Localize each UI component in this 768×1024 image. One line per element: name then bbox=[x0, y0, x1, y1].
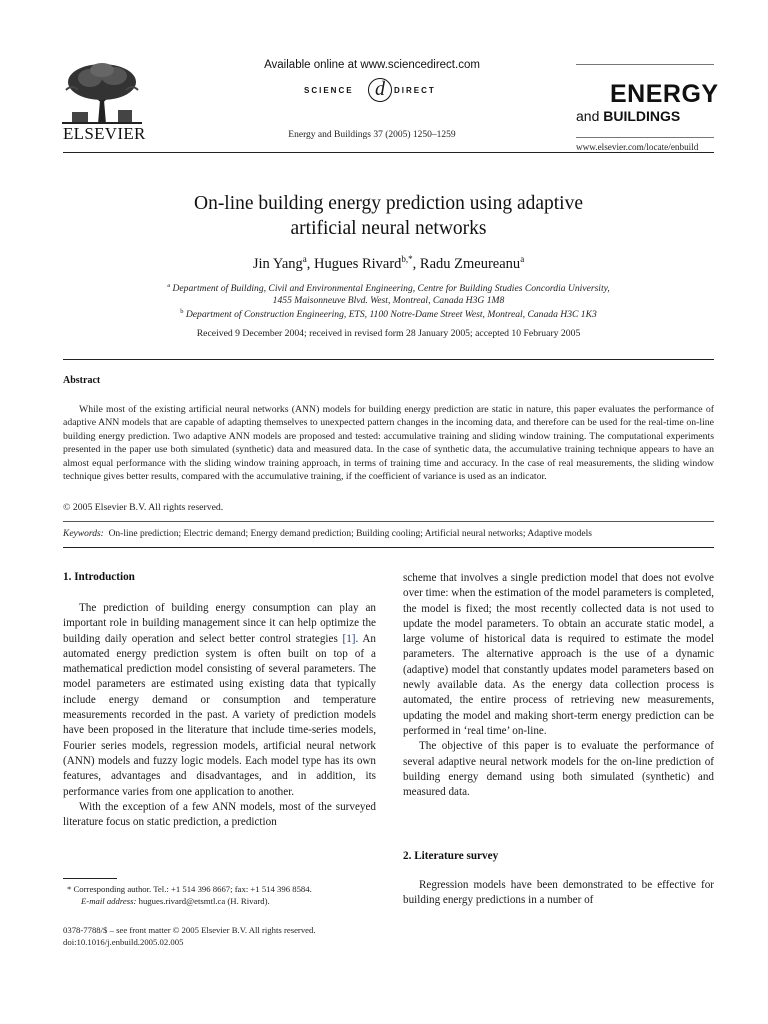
keywords-label: Keywords: bbox=[63, 529, 104, 539]
author-1[interactable] bbox=[253, 256, 307, 272]
paper-title bbox=[63, 191, 714, 241]
affiliation-a-line2: 1455 Maisonneuve Blvd. West, Montreal, Canada H3G 1M8 bbox=[272, 294, 505, 306]
sd-science-word: SCIENCE bbox=[304, 86, 354, 95]
affiliation-a bbox=[63, 280, 714, 306]
section-heading-introduction: 1. Introduction bbox=[63, 571, 135, 583]
footnote-rule bbox=[63, 878, 117, 879]
journal-logo-and: and bbox=[576, 108, 600, 124]
author-3[interactable] bbox=[420, 256, 524, 272]
author-2-affil-mark: b,* bbox=[401, 254, 413, 264]
doi-link[interactable]: doi:10.1016/j.enbuild.2005.02.005 bbox=[63, 937, 184, 947]
footnote-corresponding-text: * Corresponding author. Tel.: +1 514 396 8667; fax: +1 514 396 8584. bbox=[67, 884, 312, 894]
right-paragraph-1: scheme that involves a single prediction model that does not evolve over time: when the estimation of the model parameters is completed, the model is fixed; the most recently collected data is not used to update the model parameters. To obtain an accurate static model, a large volume of historical data is required to estimate the model parameters. The alternative approach is the use of a dynamic (adaptive) model that constantly updates model parameters based on newly available data. As the energy data collection process is automated, the entire process of retrieving new measurements, updating the model and making short-term energy prediction can be performed in ‘real time’ on-line. bbox=[403, 572, 714, 737]
abstract-divider-top bbox=[63, 359, 714, 360]
sd-direct-word: DIRECT bbox=[394, 86, 436, 95]
citation-link[interactable]: [1] bbox=[342, 632, 356, 645]
author-2[interactable] bbox=[314, 256, 413, 272]
affiliation-a-mark: a bbox=[167, 282, 171, 289]
keywords-text: On-line prediction; Electric demand; Energy demand prediction; Building cooling; Artificial neural networks; Adaptive models bbox=[108, 529, 592, 539]
author-3-affil-mark: a bbox=[520, 254, 525, 264]
sd-mark-letter: d bbox=[375, 78, 385, 100]
right-paragraph-2: The objective of this paper is to evaluate the performance of several adaptive neural network models for the on-line prediction of building energy demand using both simulated (synthetic) and measured data. bbox=[403, 740, 714, 799]
right-paragraph-3: Regression models have been demonstrated to be effective for building energy predictions in a number of bbox=[403, 879, 714, 907]
abstract-divider-middle bbox=[63, 521, 714, 522]
logo-rule-bottom bbox=[576, 137, 714, 138]
journal-logo-sub bbox=[576, 108, 719, 124]
intro-paragraph-2: With the exception of a few ANN models, most of the surveyed literature focus on static prediction, a prediction bbox=[63, 800, 376, 829]
author-list bbox=[63, 254, 714, 273]
keywords-line bbox=[63, 529, 714, 539]
journal-reference: Energy and Buildings 37 (2005) 1250–1259 bbox=[288, 130, 456, 140]
footnote-corresponding bbox=[63, 883, 379, 907]
title-line-2: artificial neural networks bbox=[290, 218, 487, 239]
abstract-heading: Abstract bbox=[63, 375, 101, 386]
journal-logo-main: ENERGY bbox=[610, 80, 719, 108]
intro-p1-text-a: The prediction of building energy consumption can play an important role in building management since it can help optimize the building daily operation and select better control strategies bbox=[63, 602, 376, 645]
title-line-1: On-line building energy prediction using adaptive bbox=[193, 193, 583, 214]
author-separator: , bbox=[306, 255, 315, 272]
author-3-name: Radu Zmeureanu bbox=[419, 255, 521, 272]
sd-at-mark bbox=[368, 78, 392, 102]
literature-survey-text bbox=[403, 878, 714, 909]
footnote-email-address[interactable]: hugues.rivard@etsmtl.ca (H. Rivard). bbox=[136, 896, 270, 906]
intro-paragraph-1 bbox=[63, 601, 376, 800]
footnote-email-label: E-mail address: bbox=[81, 896, 137, 906]
abstract-paragraph: While most of the existing artificial neural networks (ANN) models for building energy prediction are static in nature, this paper evaluates the performance of adaptive ANN models that are capable of adapting themselves to unexpected pattern changes in the incoming data, and therefore can be used for the real-time on-line building energy prediction. Two adaptive ANN models are proposed and tested: accumulative training and sliding window training. The computational experiments presented in the paper use both simulated (synthetic) data and measured data. In the case of synthetic data, the accumulative training technique appears to have an almost equal performance with the sliding window training approach, in terms of training time and accuracy. In the case of real measurements, the sliding window technique gives better results, compared with the accumulative training, if the coefficient of variance is used as an indicator. bbox=[63, 404, 714, 483]
author-separator: , bbox=[412, 255, 420, 272]
author-1-name: Jin Yang bbox=[252, 255, 303, 272]
affiliation-b-line: Department of Construction Engineering, ETS, 1100 Notre-Dame Street West, Montreal, Canada H3C 1K3 bbox=[185, 309, 597, 321]
affiliation-b-mark: b bbox=[180, 308, 184, 315]
affiliation-b bbox=[63, 306, 714, 321]
right-column-text bbox=[403, 571, 714, 800]
header-divider bbox=[63, 152, 714, 153]
author-1-affil-mark: a bbox=[302, 254, 307, 264]
affiliation-a-line1: Department of Building, Civil and Environmental Engineering, Centre for Building Studies Concordia University, bbox=[172, 283, 610, 295]
logo-rule-top bbox=[576, 64, 714, 65]
author-2-name: Hugues Rivard bbox=[314, 255, 402, 272]
footnote-issn bbox=[63, 924, 379, 948]
sciencedirect-logo bbox=[290, 78, 460, 106]
section-heading-literature-survey: 2. Literature survey bbox=[403, 850, 499, 862]
left-column-text bbox=[63, 601, 376, 830]
journal-logo-buildings: BUILDINGS bbox=[603, 108, 681, 124]
issn-line: 0378-7788/$ – see front matter © 2005 Elsevier B.V. All rights reserved. bbox=[63, 925, 316, 935]
received-dates: Received 9 December 2004; received in revised form 28 January 2005; accepted 10 February 2005 bbox=[196, 328, 581, 339]
elsevier-wordmark: ELSEVIER bbox=[63, 124, 146, 143]
abstract-copyright: © 2005 Elsevier B.V. All rights reserved. bbox=[63, 502, 224, 513]
abstract-body bbox=[63, 403, 714, 483]
tree-icon bbox=[62, 60, 142, 124]
energy-buildings-logo bbox=[576, 82, 719, 124]
journal-url-link[interactable]: www.elsevier.com/locate/enbuild bbox=[576, 142, 699, 152]
abstract-divider-bottom bbox=[63, 547, 714, 548]
intro-p1-text-b: . An automated energy prediction system is often built on top of a mathematical prediction model consisting of several parameters. The model parameters are estimated using existing data that typically include energy demand or consumption and temperature measurements recorded in the past. A variety of prediction models have been proposed in the literature that include time-series models, Fourier series models, regression models, artificial neural network (ANN) models and fuzzy logic models. Each model type has its own features, advantages and disadvantages, and in addition, its performance varies from one application to another. bbox=[63, 632, 376, 798]
available-online-text[interactable]: Available online at www.sciencedirect.com bbox=[264, 59, 480, 71]
